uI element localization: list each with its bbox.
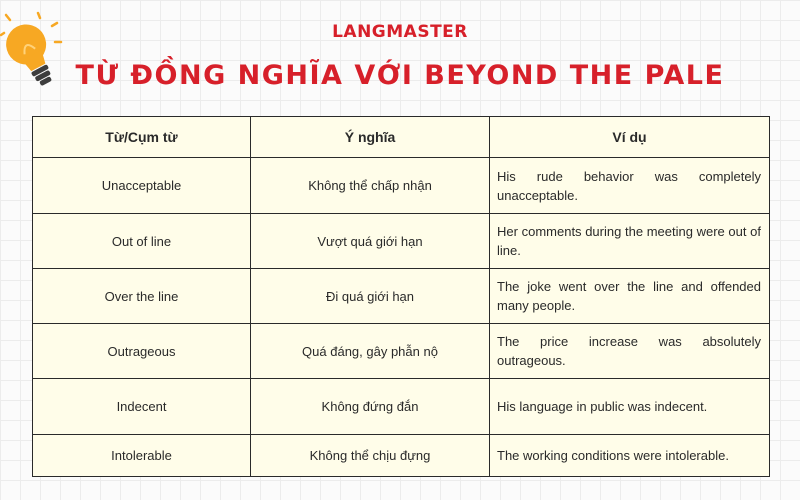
example-cell: His rude behavior was completely unacceptable.	[490, 158, 770, 214]
meaning-cell: Không đứng đắn	[251, 379, 490, 435]
example-cell: The price increase was absolutely outrageous.	[490, 324, 770, 379]
example-cell: Her comments during the meeting were out of line.	[490, 214, 770, 269]
column-header-example: Ví dụ	[490, 117, 770, 158]
page-title: TỪ ĐỒNG NGHĨA VỚI BEYOND THE PALE	[75, 60, 725, 91]
meaning-cell: Vượt quá giới hạn	[251, 214, 490, 269]
example-cell: The joke went over the line and offended many people.	[490, 269, 770, 324]
word-cell: Outrageous	[33, 324, 251, 379]
column-header-meaning: Ý nghĩa	[251, 117, 490, 158]
example-cell: His language in public was indecent.	[490, 379, 770, 435]
word-cell: Out of line	[33, 214, 251, 269]
word-cell: Over the line	[33, 269, 251, 324]
column-header-word: Từ/Cụm từ	[33, 117, 251, 158]
word-cell: Intolerable	[33, 435, 251, 477]
table-row	[33, 214, 770, 269]
meaning-cell: Đi quá giới hạn	[251, 269, 490, 324]
synonym-table	[32, 116, 770, 477]
meaning-cell: Không thể chịu đựng	[251, 435, 490, 477]
word-cell: Indecent	[33, 379, 251, 435]
example-cell: The working conditions were intolerable.	[490, 435, 770, 477]
table-header-row	[33, 117, 770, 158]
meaning-cell: Không thể chấp nhận	[251, 158, 490, 214]
word-cell: Unacceptable	[33, 158, 251, 214]
meaning-cell: Quá đáng, gây phẫn nộ	[251, 324, 490, 379]
table-row	[33, 379, 770, 435]
table-row	[33, 269, 770, 324]
brand-logo: LANGMASTER	[332, 22, 468, 42]
table-row	[33, 324, 770, 379]
table-row	[33, 435, 770, 477]
table-row	[33, 158, 770, 214]
